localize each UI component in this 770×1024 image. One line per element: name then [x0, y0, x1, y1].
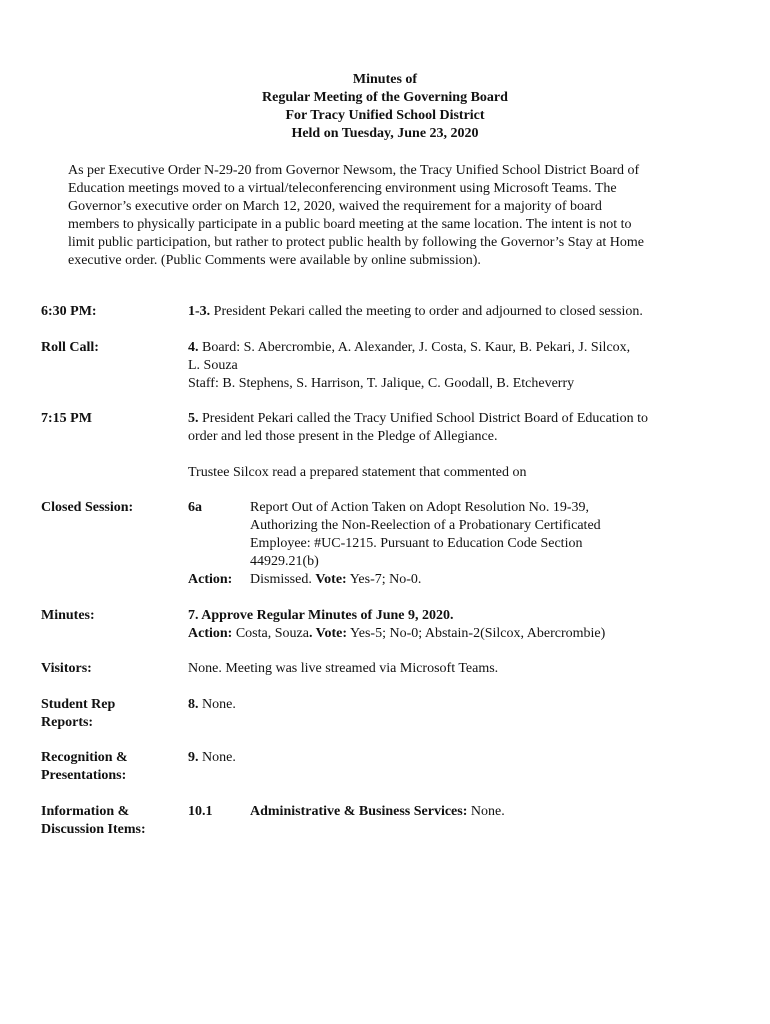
row-content — [188, 696, 708, 714]
intro-line: members to physically participate in a public board meeting at the same location. The intent is not to — [68, 217, 632, 232]
intro-line: As per Executive Order N-29-20 from Governor Newsom, the Tracy Unified School District Board of — [68, 163, 640, 178]
item-heading: Administrative & Business Services: — [250, 804, 468, 819]
row-label-line: Information & — [41, 804, 130, 819]
item-text: None. — [467, 804, 505, 819]
vote-text: Yes-7; No-0. — [346, 572, 422, 587]
row-content — [188, 303, 708, 321]
closed-session-line: Report Out of Action Taken on Adopt Resolution No. 19-39, — [250, 500, 590, 515]
item-text-cont: order and led those present in the Pledge of Allegiance. — [188, 429, 498, 444]
row-content — [188, 607, 708, 643]
closed-session-line: Employee: #UC-1215. Pursuant to Education Code Section — [250, 536, 583, 551]
trustee-statement: Trustee Silcox read a prepared statement that commented on — [188, 465, 527, 480]
item-number: 4. — [188, 340, 199, 355]
document-title — [0, 71, 770, 143]
closed-session-text — [250, 499, 690, 571]
closed-session-line: Authorizing the Non-Reelection of a Probationary Certificated — [250, 518, 601, 533]
action-label: Action: — [188, 626, 233, 641]
item-number: 8. — [188, 697, 199, 712]
vote-label: . Vote: — [308, 626, 348, 641]
row-label-line: Recognition & — [41, 750, 128, 765]
row-label-line: Presentations: — [41, 768, 127, 783]
board-members-cont: L. Souza — [188, 358, 238, 373]
row-label — [41, 749, 181, 785]
closed-session-line: 44929.21(b) — [250, 554, 319, 569]
row-label-line: Discussion Items: — [41, 822, 146, 837]
intro-line: Education meetings moved to a virtual/teleconferencing environment using Microsoft Teams. The — [68, 181, 617, 196]
item-number: 6a — [188, 500, 202, 515]
row-content — [188, 660, 708, 678]
row-content — [188, 410, 708, 482]
title-line-1: Minutes of — [352, 72, 418, 87]
action-text: Dismissed. — [250, 572, 316, 587]
row-label — [41, 803, 181, 839]
action-text: Costa, Souza — [232, 626, 309, 641]
row-content — [188, 339, 708, 393]
item-text: None. Meeting was live streamed via Microsoft Teams. — [188, 661, 499, 676]
vote-label: Vote: — [315, 572, 347, 587]
row-content — [188, 749, 708, 767]
intro-line: limit public participation, but rather to protect public health by following the Governor’s Stay at Home — [68, 235, 644, 250]
staff-members: Staff: B. Stephens, S. Harrison, T. Jalique, C. Goodall, B. Etcheverry — [188, 376, 575, 391]
item-content — [250, 803, 690, 821]
intro-paragraph — [68, 162, 708, 270]
item-number: 9. — [188, 750, 199, 765]
row-label — [41, 696, 181, 732]
row-label: 7:15 PM — [41, 411, 92, 426]
title-line-4: Held on Tuesday, June 23, 2020 — [291, 126, 479, 141]
item-text: None. — [198, 750, 236, 765]
title-line-3: For Tracy Unified School District — [285, 108, 485, 123]
row-label: 6:30 PM: — [41, 304, 97, 319]
item-number: 10.1 — [188, 804, 213, 819]
action-result — [250, 571, 690, 589]
item-number: 5. — [188, 411, 199, 426]
item-text: President Pekari called the Tracy Unified School District Board of Education to — [198, 411, 648, 426]
item-text: None. — [198, 697, 236, 712]
board-members: Board: S. Abercrombie, A. Alexander, J. Costa, S. Kaur, B. Pekari, J. Silcox, — [198, 340, 631, 355]
vote-text: Yes-5; No-0; Abstain-2(Silcox, Abercrombie) — [347, 626, 606, 641]
intro-line: executive order. (Public Comments were available by online submission). — [68, 253, 481, 268]
item-number: 1-3. — [188, 304, 211, 319]
row-label-line: Student Rep — [41, 697, 116, 712]
intro-line: Governor’s executive order on March 12, 2020, waived the requirement for a majority of board — [68, 199, 602, 214]
item-text: President Pekari called the meeting to order and adjourned to closed session. — [210, 304, 643, 319]
row-label-line: Reports: — [41, 715, 94, 730]
row-label: Visitors: — [41, 661, 92, 676]
row-label: Closed Session: — [41, 500, 134, 515]
item-heading: 7. Approve Regular Minutes of June 9, 2020. — [188, 608, 454, 623]
row-label: Roll Call: — [41, 340, 99, 355]
title-line-2: Regular Meeting of the Governing Board — [262, 90, 508, 105]
row-label: Minutes: — [41, 608, 95, 623]
action-label: Action: — [188, 572, 233, 587]
